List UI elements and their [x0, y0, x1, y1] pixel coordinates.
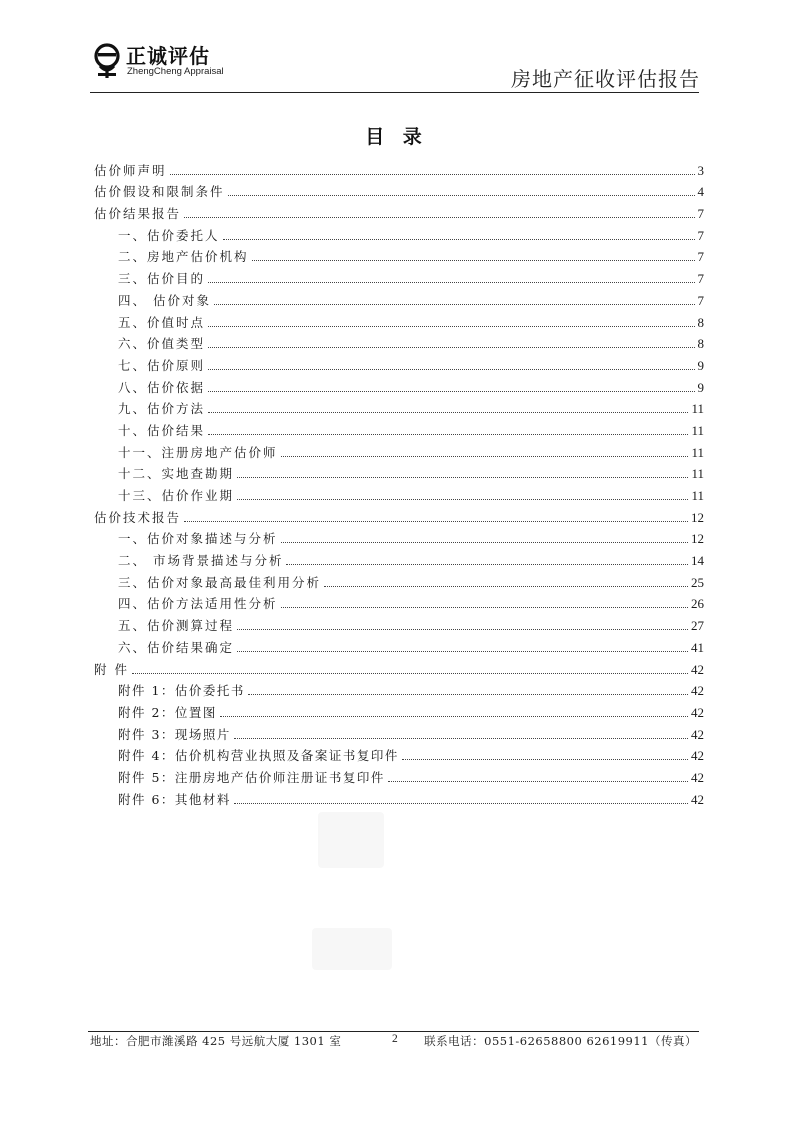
toc-entry-page: 9 [697, 357, 704, 373]
toc-entry-page: 7 [697, 249, 704, 265]
toc-entry[interactable] [94, 439, 704, 461]
toc-entry-page: 42 [691, 748, 704, 764]
toc-leader-dots [281, 542, 688, 543]
report-title: 房地产征收评估报告 [511, 67, 700, 91]
toc-entry-label: 附 件 [94, 661, 129, 677]
footer-rule [88, 1031, 699, 1032]
toc-title: 目 录 [365, 126, 428, 148]
toc-entry[interactable] [94, 179, 704, 201]
toc-entry-label: 三、估价目的 [118, 271, 206, 287]
toc-entry-page: 12 [691, 531, 704, 547]
toc-entry-label: 一、估价委托人 [118, 227, 220, 243]
toc-entry[interactable] [94, 634, 704, 656]
toc-entry-page: 26 [691, 596, 704, 612]
toc-entry-label: 十、估价结果 [118, 422, 206, 438]
toc-entry-page: 11 [691, 401, 704, 417]
toc-entry-label: 五、估价测算过程 [118, 618, 235, 634]
toc-entry-page: 42 [691, 704, 704, 720]
toc-entry-page: 9 [697, 379, 704, 395]
toc-entry[interactable] [94, 526, 704, 548]
toc-entry-label: 估价师声明 [94, 162, 167, 178]
toc-entry-label: 四、 估价对象 [118, 292, 211, 308]
toc-leader-dots [281, 456, 689, 457]
toc-entry-label: 三、估价对象最高最佳利用分析 [118, 574, 322, 590]
toc-entry-label: 附件 2：位置图 [118, 704, 217, 720]
toc-leader-dots [208, 347, 694, 348]
toc-leader-dots [237, 629, 688, 630]
toc-entry-page: 42 [691, 726, 704, 742]
toc-entry-page: 7 [697, 206, 704, 222]
toc-leader-dots [184, 521, 688, 522]
toc-entry-page: 11 [691, 488, 704, 503]
toc-entry[interactable] [94, 504, 704, 526]
toc-leader-dots [324, 586, 688, 587]
toc-entry-page: 42 [691, 661, 704, 677]
toc-entry-label: 附件 1：估价委托书 [118, 683, 245, 699]
toc-entry-page: 4 [697, 184, 704, 200]
toc-entry-label: 六、价值类型 [118, 336, 206, 352]
toc-entry-label: 附件 3：现场照片 [118, 726, 231, 742]
toc-entry-label: 估价结果报告 [94, 206, 182, 222]
toc-leader-dots [237, 499, 688, 500]
toc-leader-dots [223, 239, 695, 240]
toc-entry-label: 附件 4：估价机构营业执照及备案证书复印件 [118, 748, 399, 764]
toc-entry[interactable] [94, 569, 704, 591]
page-footer [90, 1033, 697, 1051]
toc-entry-page: 12 [691, 509, 704, 525]
toc-leader-dots [228, 195, 695, 196]
toc-entry-page: 14 [691, 553, 704, 569]
toc-entry-label: 七、估价原则 [118, 357, 206, 373]
toc-leader-dots [286, 564, 688, 565]
toc-entry-label: 五、价值时点 [118, 314, 206, 330]
toc-entry[interactable] [94, 265, 704, 287]
toc-leader-dots [237, 651, 688, 652]
toc-entry-page: 27 [691, 618, 704, 634]
toc-entry-label: 四、估价方法适用性分析 [118, 596, 278, 612]
toc-entry-page: 42 [691, 791, 704, 807]
toc-leader-dots [248, 694, 688, 695]
toc-entry[interactable] [94, 331, 704, 353]
header-rule [90, 92, 699, 93]
page-header [0, 0, 793, 100]
scan-smudge [318, 812, 384, 868]
toc-leader-dots [170, 174, 695, 175]
toc-entry-page: 11 [691, 422, 704, 438]
toc-entry-label: 估价假设和限制条件 [94, 184, 225, 200]
toc-entry-page: 11 [691, 444, 704, 460]
footer-phone: 联系电话：0551-62658800 62619911（传真） [424, 1034, 697, 1048]
toc-entry[interactable] [94, 244, 704, 266]
toc-entry-page: 8 [697, 336, 704, 352]
toc-entry-page: 42 [691, 769, 704, 785]
toc-entry-label: 二、房地产估价机构 [118, 249, 249, 265]
toc-leader-dots [281, 607, 688, 608]
toc-entry-page: 7 [697, 227, 704, 243]
toc-entry[interactable] [94, 287, 704, 309]
toc-leader-dots [214, 304, 695, 305]
toc-leader-dots [208, 369, 694, 370]
toc-entry[interactable] [94, 309, 704, 331]
toc-leader-dots [402, 759, 688, 760]
toc-leader-dots [132, 673, 688, 674]
toc-entry[interactable] [94, 612, 704, 634]
scan-smudge [312, 928, 392, 970]
toc-entry-page: 25 [691, 574, 704, 590]
toc-entry[interactable] [94, 591, 704, 613]
toc-leader-dots [208, 282, 694, 283]
toc-entry-label: 附件 5：注册房地产估价师注册证书复印件 [118, 769, 385, 785]
toc-entry-label: 十二、实地查勘期 [118, 466, 235, 482]
toc-leader-dots [252, 260, 695, 261]
toc-entry-page: 8 [697, 314, 704, 330]
toc-leader-dots [208, 412, 688, 413]
toc-entry[interactable] [94, 547, 704, 569]
toc-entry[interactable] [94, 374, 704, 396]
toc-entry[interactable] [94, 482, 704, 504]
toc-entry-page: 11 [691, 466, 704, 482]
toc-entry[interactable] [94, 656, 704, 678]
toc-leader-dots [234, 738, 688, 739]
toc-entry[interactable] [94, 352, 704, 374]
toc-entry-label: 一、估价对象描述与分析 [118, 531, 278, 547]
toc-entry-label: 九、估价方法 [118, 401, 206, 417]
toc-entry[interactable] [94, 721, 704, 743]
toc-leader-dots [184, 217, 694, 218]
toc-entry-page: 41 [691, 639, 704, 655]
toc-entry-label: 十一、注册房地产估价师 [118, 444, 278, 460]
toc-entry[interactable] [94, 764, 704, 786]
toc-leader-dots [220, 716, 688, 717]
toc-entry[interactable] [94, 157, 704, 179]
toc-entry[interactable] [94, 699, 704, 721]
toc-entry-page: 3 [697, 162, 704, 178]
zhengcheng-logo-icon [92, 42, 122, 82]
toc-entry-label: 六、估价结果确定 [118, 639, 235, 655]
logo-text-en: ZhengCheng Appraisal [127, 66, 224, 77]
toc-entry-page: 42 [691, 683, 704, 699]
toc-entry-page: 7 [697, 271, 704, 287]
toc-leader-dots [208, 326, 694, 327]
footer-address: 地址：合肥市潍溪路 425 号远航大厦 1301 室 [90, 1034, 342, 1048]
toc-entry-label: 十三、估价作业期 [118, 488, 235, 503]
toc-entry-page: 7 [697, 292, 704, 308]
toc-entry[interactable] [94, 222, 704, 244]
toc-leader-dots [234, 803, 688, 804]
logo-text-cn: 正诚评估 [126, 44, 210, 68]
toc-entry[interactable] [94, 786, 704, 808]
toc-leader-dots [237, 477, 688, 478]
toc-entry-label: 估价技术报告 [94, 509, 182, 525]
toc-leader-dots [388, 781, 688, 782]
toc-leader-dots [208, 434, 688, 435]
footer-page-number: 2 [392, 1033, 398, 1045]
toc-entry-label: 二、 市场背景描述与分析 [118, 553, 284, 569]
toc-leader-dots [208, 391, 694, 392]
toc-entry[interactable] [94, 743, 704, 765]
toc-entry-label: 八、估价依据 [118, 379, 206, 395]
toc-entry[interactable] [94, 461, 704, 483]
toc-entry-label: 附件 6：其他材料 [118, 791, 231, 807]
toc-entry[interactable] [94, 417, 704, 439]
table-of-contents [94, 157, 704, 808]
toc-entry[interactable] [94, 396, 704, 418]
toc-entry[interactable] [94, 200, 704, 222]
toc-entry[interactable] [94, 678, 704, 700]
